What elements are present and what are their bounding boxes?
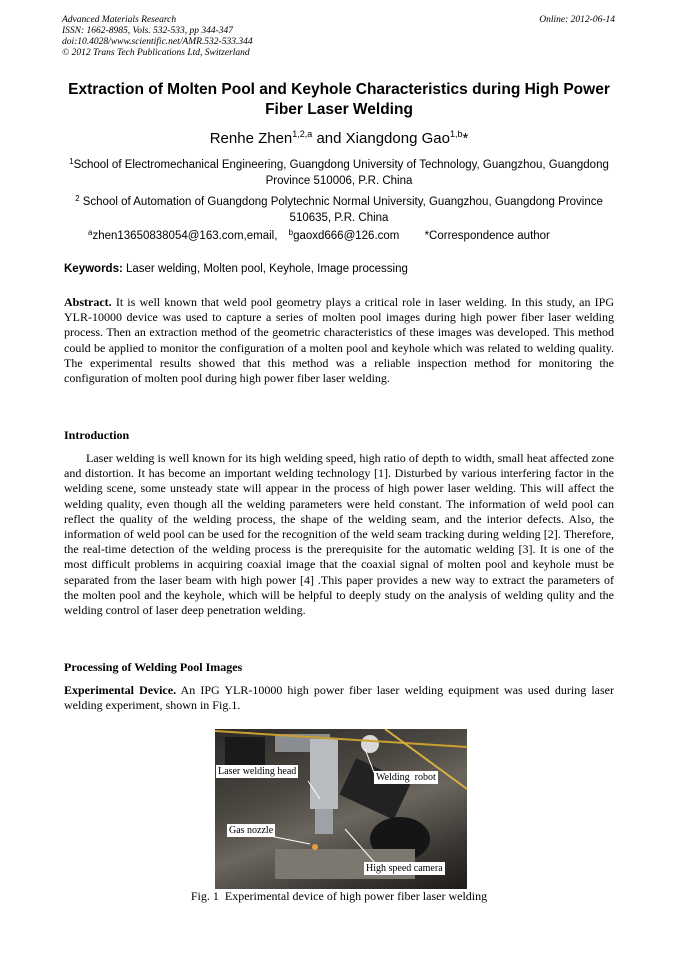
journal-header xyxy=(62,15,362,59)
label-welding-robot: Welding robot xyxy=(376,772,436,783)
affiliation-2-text: School of Automation of Guangdong Polytechnic Normal University, Guangzhou, Guangdong Province 510635, P.R. China xyxy=(79,196,607,224)
issn-line: ISSN: 1662-8985, Vols. 532-533, pp 344-347 xyxy=(62,26,233,36)
label-laser-welding-head: Laser welding head xyxy=(218,766,297,777)
robot-joint xyxy=(361,735,379,753)
journal-name: Advanced Materials Research xyxy=(62,15,177,25)
email-b-sup: b xyxy=(288,228,294,237)
laser-head-body xyxy=(310,739,338,809)
email-line xyxy=(64,228,614,242)
author-1-sup: 1,2,a xyxy=(292,129,313,139)
copyright-line: © 2012 Trans Tech Publications Ltd, Switzerland xyxy=(62,48,250,58)
experimental-device-text: An IPG YLR-10000 high power fiber laser welding equipment was used during laser welding experiment, shown in Fig.1. xyxy=(64,683,615,713)
abstract xyxy=(64,295,614,386)
experimental-device-photo xyxy=(215,729,467,889)
affiliation-2-sup: 2 xyxy=(75,194,80,203)
doi-line: doi:10.4028/www.scientific.net/AMR.532-533.344 xyxy=(62,37,253,47)
keywords xyxy=(64,263,408,275)
author-1: Renhe Zhen xyxy=(209,130,293,147)
keywords-label: Keywords: xyxy=(64,263,123,275)
abstract-label: Abstract. xyxy=(64,295,112,309)
introduction-heading: Introduction xyxy=(64,428,130,442)
author-line xyxy=(64,129,614,147)
author-2-sup: 1,b xyxy=(449,129,463,139)
affiliation-2 xyxy=(64,191,614,226)
online-date: Online: 2012-06-14 xyxy=(539,15,615,25)
camera-body xyxy=(339,758,410,820)
paper-title: Extraction of Molten Pool and Keyhole Characteristics during High Power Fiber Laser Welding xyxy=(68,81,610,118)
weld-spot xyxy=(312,844,318,850)
label-gas-nozzle: Gas nozzle xyxy=(229,825,274,836)
affiliation-1 xyxy=(64,154,614,189)
email-a-sup: a xyxy=(88,228,93,237)
affiliation-1-sup: 1 xyxy=(69,157,74,166)
affiliation-1-text: School of Electromechanical Engineering, Guangdong University of Technology, Guangzhou, Guangdong Province 510006, P.R. China xyxy=(73,159,609,187)
experimental-device-paragraph xyxy=(64,683,614,713)
keywords-text: Laser welding, Molten pool, Keyhole, Image processing xyxy=(122,263,408,275)
author-and: and xyxy=(312,130,346,147)
correspondence-note: *Correspondence author xyxy=(424,230,550,242)
corresponding-star: * xyxy=(462,130,469,147)
label-high-speed-camera: High speed camera xyxy=(366,863,443,874)
abstract-text: It is well known that weld pool geometry plays a critical role in laser welding. In this study, an IPG YLR-10000 device was used to capture a series of molten pool images during high power fiber laser welding process. Then an extraction method of the geometric characteristics of these images was developed. This method could be applied to monitor the configuration of a molten pool and keyhole which was related to welding quality. The experimental results showed that this method was a reliable inspection method for monitoring the configuration of molten pool during high power fiber laser welding. xyxy=(64,295,614,386)
laser-head-tip xyxy=(315,809,333,834)
figure-caption: Fig. 1 Experimental device of high power fiber laser welding xyxy=(190,889,488,903)
experimental-device-label: Experimental Device. xyxy=(64,683,177,697)
email-a[interactable]: zhen13650838054@163.com,email, xyxy=(92,230,278,242)
introduction-text: Laser welding is well known for its high welding speed, high ratio of depth to width, small heat affected zone and distortion. It has become an important welding technology [1]. Disturbed by various interfering factor in the welding scene, some unsteady state will appear in the process of high power laser welding. This will affect the welding quality, even though all the welding parameters were held constant. The information of weld pool can reflect the quality of the welding process, the shape of the welding seam, and the interior defects. Also, the information of weld pool can be used for the recognition of the weld seam tracking during welding [2]. Therefore, the real-time detection of the welding process is the prerequisite for the automatic welding [3]. It is one of the most difficult problems in acquiring coaxial image that the coaxial signal of molten pool and keyhole must be separated from the laser beam with high power [4] .This paper provides a new way to extract the parameters of the molten pool and the keyhole, which will be helpful to deeply study on the analysis of welding qulity and the welding control of laser deep penetration welding. xyxy=(64,451,614,618)
background-monitor xyxy=(225,737,265,765)
author-2: Xiangdong Gao xyxy=(345,130,450,147)
processing-heading: Processing of Welding Pool Images xyxy=(64,660,243,674)
email-b[interactable]: gaoxd666@126.com xyxy=(293,230,400,242)
